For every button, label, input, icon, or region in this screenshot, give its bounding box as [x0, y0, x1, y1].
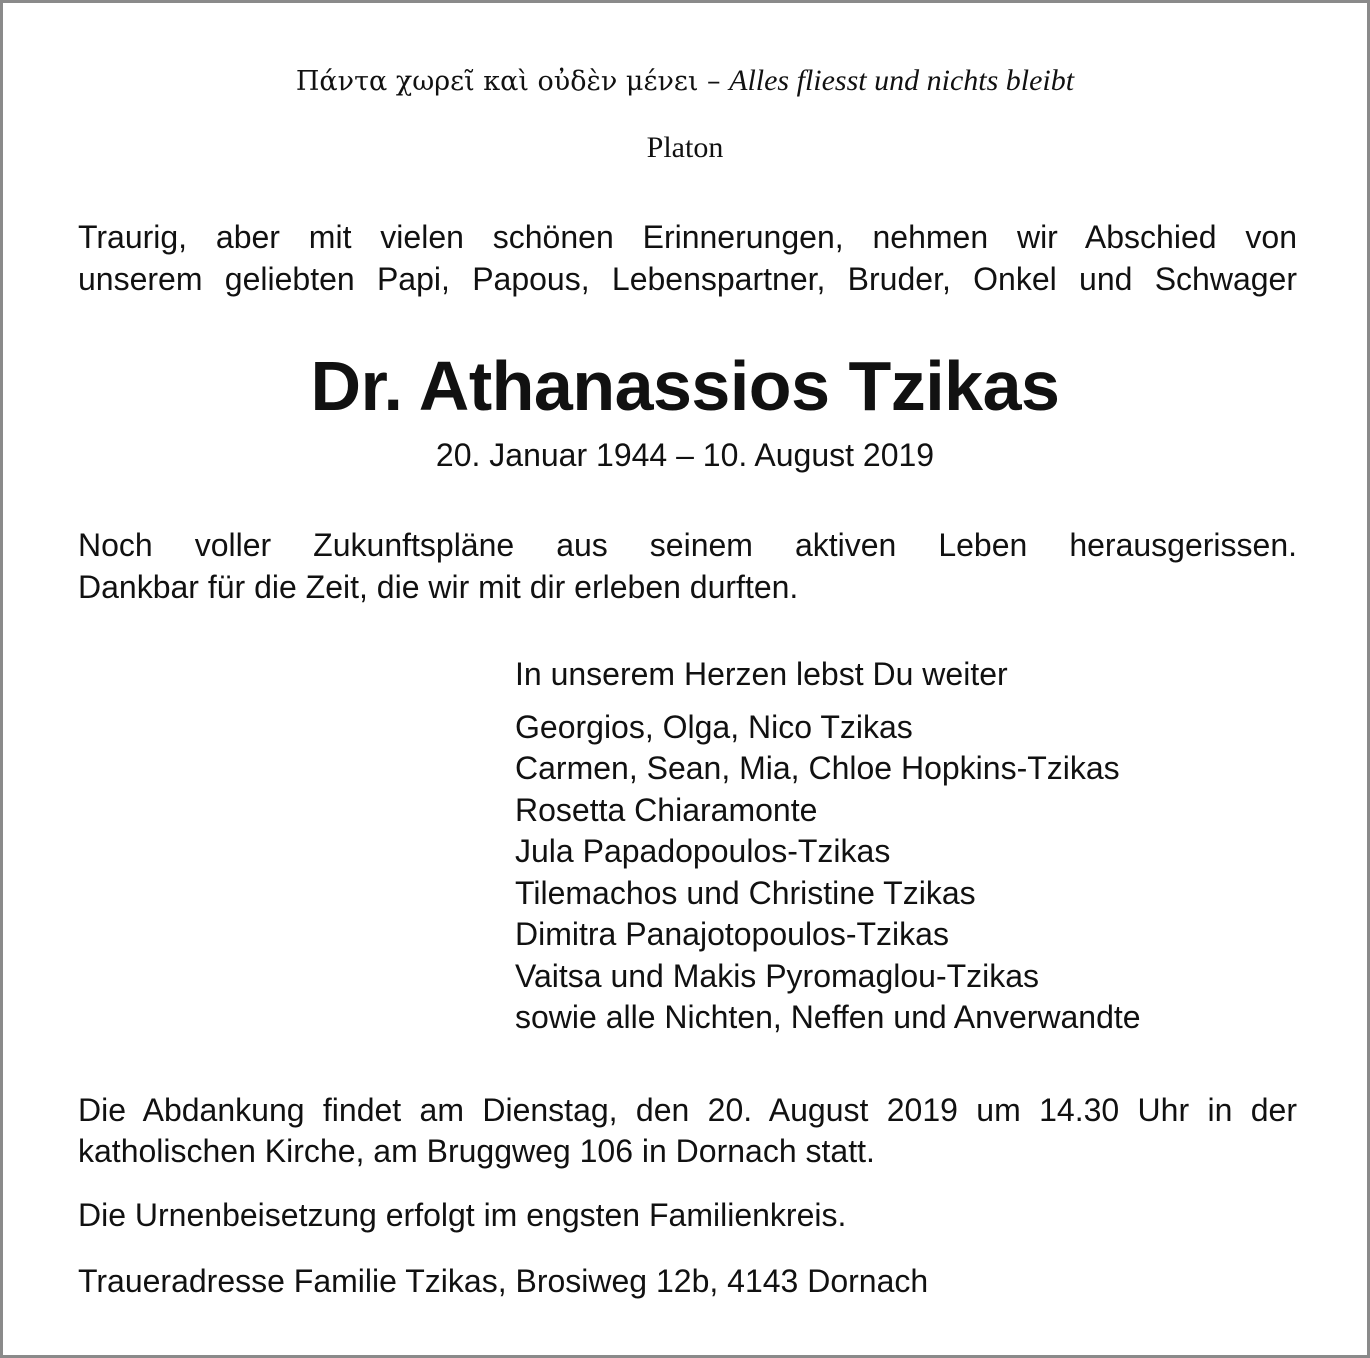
mourning-address: Traueradresse Familie Tzikas, Brosiweg 12b, 4143 Dornach — [78, 1263, 929, 1299]
mourner-line: Georgios, Olga, Nico Tzikas — [515, 708, 913, 745]
ceremony-info — [78, 1090, 1297, 1172]
mourners-list — [515, 654, 1141, 1039]
intro-line-1: Traurig, aber mit vielen schönen Erinnerungen, nehmen wir Abschied von — [78, 219, 1297, 255]
mourner-line: Tilemachos und Christine Tzikas — [515, 874, 976, 911]
mourner-line: Vaitsa und Makis Pyromaglou-Tzikas — [515, 957, 1040, 994]
mourner-line: Carmen, Sean, Mia, Chloe Hopkins-Tzikas — [515, 750, 1120, 786]
farewell-message — [78, 524, 1297, 608]
ceremony-line-1: Die Abdankung findet am Dienstag, den 20. August 2019 um 14.30 Uhr in der — [78, 1092, 1297, 1128]
life-dates: 20. Januar 1944 – 10. August 2019 — [435, 437, 935, 473]
quote — [3, 63, 1367, 100]
mourner-line: sowie alle Nichten, Neffen und Anverwandte — [515, 999, 1141, 1035]
mourner-line: Jula Papadopoulos-Tzikas — [515, 833, 891, 869]
quote-german: Alles fliesst und nichts bleibt — [729, 64, 1075, 97]
message-line-1: Noch voller Zukunftspläne aus seinem aktiven Leben herausgerissen. — [78, 527, 1297, 563]
urn-burial-note: Die Urnenbeisetzung erfolgt im engsten Familienkreis. — [78, 1197, 847, 1233]
mourner-line: Dimitra Panajotopoulos-Tzikas — [515, 916, 949, 952]
intro-text — [78, 216, 1297, 300]
mourners-heading: In unserem Herzen lebst Du weiter — [515, 656, 1008, 692]
quote-greek: Πάντα χωρεῖ καὶ οὐδὲν μένει – — [295, 66, 730, 97]
deceased-name: Dr. Athanassios Tzikas — [310, 347, 1060, 425]
mourner-line: Rosetta Chiaramonte — [515, 791, 818, 828]
ceremony-line-2: katholischen Kirche, am Bruggweg 106 in Dornach statt. — [78, 1133, 875, 1169]
quote-author: Platon — [646, 131, 724, 164]
intro-line-2: unserem geliebten Papi, Papous, Lebenspartner, Bruder, Onkel und Schwager — [78, 261, 1297, 297]
message-line-2: Dankbar für die Zeit, die wir mit dir erleben durften. — [78, 569, 799, 605]
